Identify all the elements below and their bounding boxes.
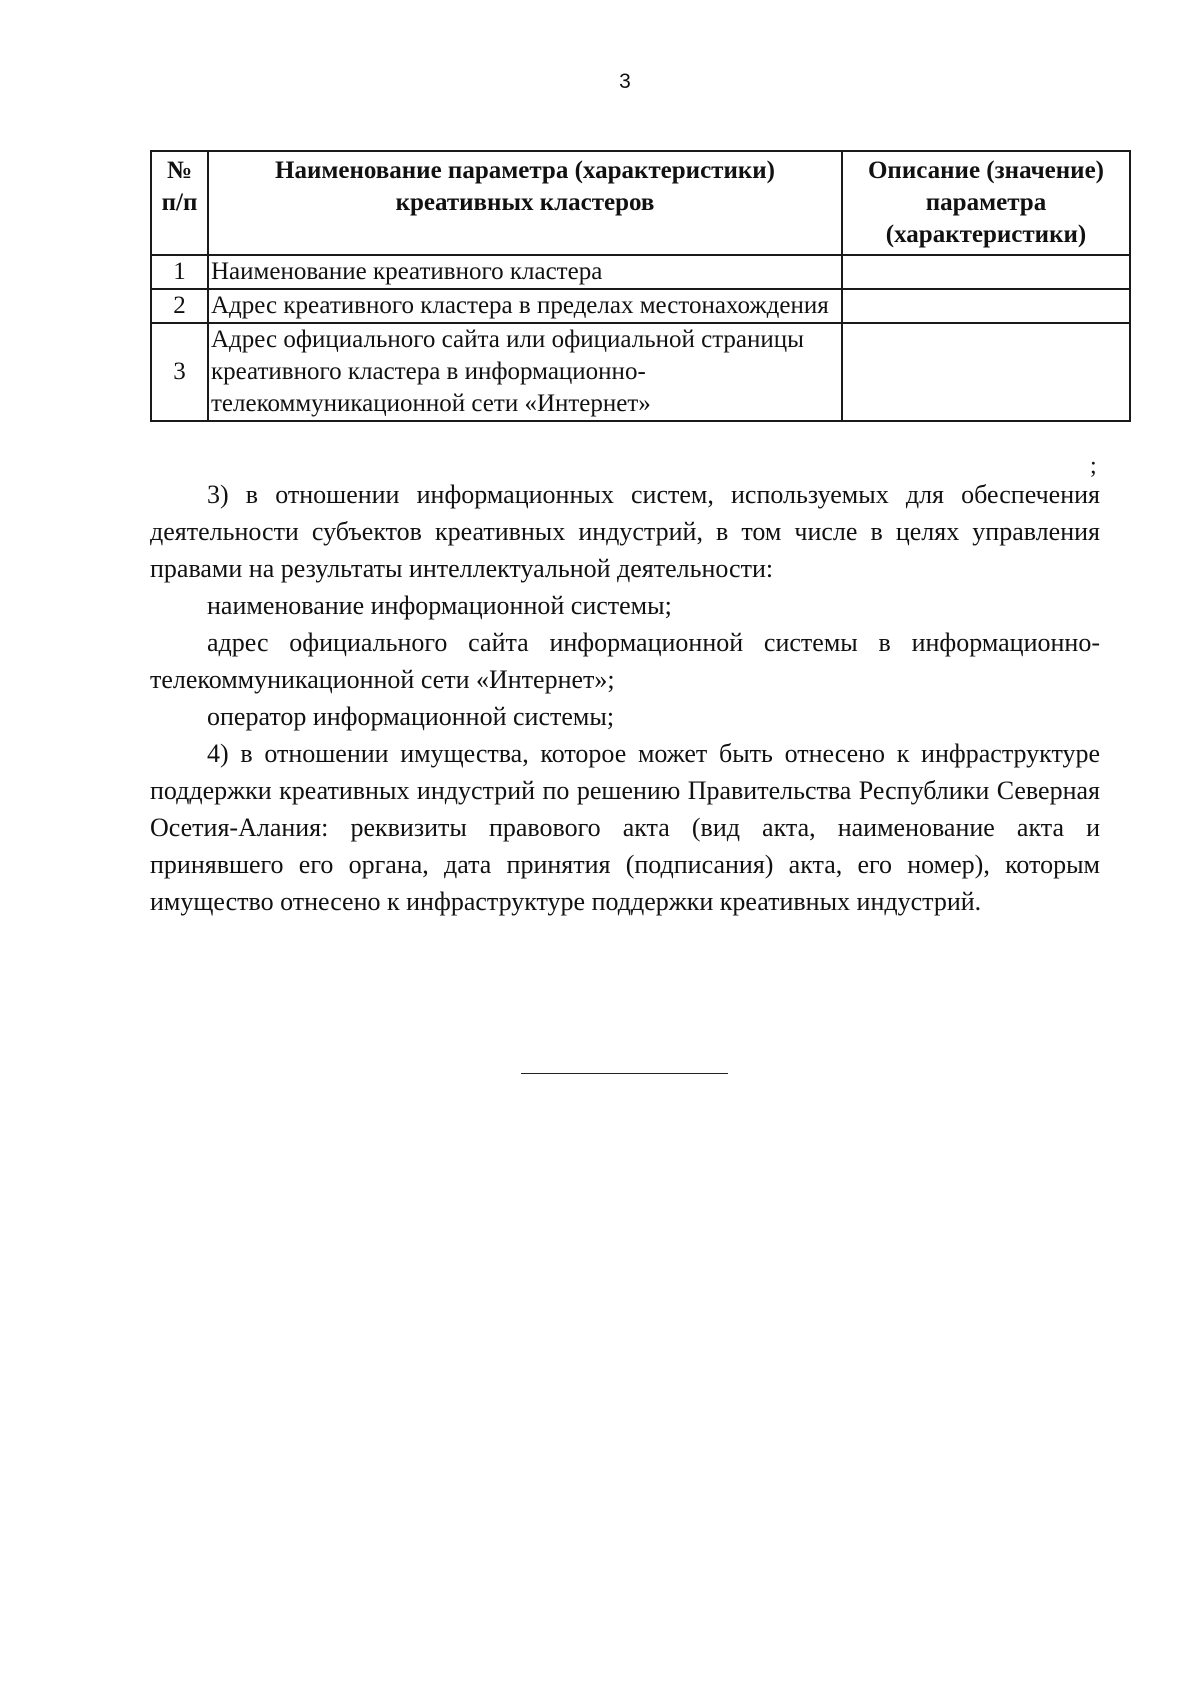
- paragraph-system-site: адрес официального сайта информационной системы в информационно-телекоммуникационной сети «Интернет»;: [150, 628, 1100, 694]
- row-number: 1: [151, 255, 208, 289]
- header-number: № п/п: [151, 151, 208, 255]
- row-number: 2: [151, 289, 208, 323]
- row-parameter-name: Адрес официального сайта или официальной страницы креативного кластера в информационно-телекоммуникационной сети «Интернет»: [208, 323, 842, 421]
- parameters-table: [150, 150, 1131, 422]
- table-row: [151, 255, 1130, 289]
- row-number: 3: [151, 323, 208, 421]
- body-text: [150, 476, 1100, 920]
- paragraph-item-3: 3) в отношении информационных систем, используемых для обеспечения деятельности субъектов креативных индустрий, в том числе в целях управления правами на результаты интеллектуальной деятельности:: [150, 480, 1100, 583]
- paragraph-system-operator: оператор информационной системы;: [207, 702, 615, 731]
- paragraph-system-name: наименование информационной системы;: [207, 591, 672, 620]
- header-parameter-value: Описание (значение) параметра (характеристики): [842, 151, 1130, 255]
- row-parameter-value: [842, 255, 1130, 289]
- page-number: 3: [619, 70, 631, 93]
- row-parameter-value: [842, 289, 1130, 323]
- row-parameter-value: [842, 323, 1130, 421]
- paragraph-item-4: 4) в отношении имущества, которое может быть отнесено к инфраструктуре поддержки креативных индустрий по решению Правительства Республики Северная Осетия-Алания: реквизиты правового акта (вид акта, наименование акта и принявшего его органа, дата принятия (подписания) акта, его номер), которым имущество отнесено к инфраструктуре поддержки креативных индустрий.: [150, 739, 1100, 916]
- table-end-semicolon: ;: [1090, 453, 1097, 479]
- row-parameter-name: Адрес креативного кластера в пределах местонахождения: [208, 289, 842, 323]
- header-parameter-name: Наименование параметра (характеристики) креативных кластеров: [208, 151, 842, 255]
- table-row: [151, 323, 1130, 421]
- closing-rule: [521, 1073, 728, 1074]
- table-row: [151, 289, 1130, 323]
- table-header-row: [151, 151, 1130, 255]
- row-parameter-name: Наименование креативного кластера: [208, 255, 842, 289]
